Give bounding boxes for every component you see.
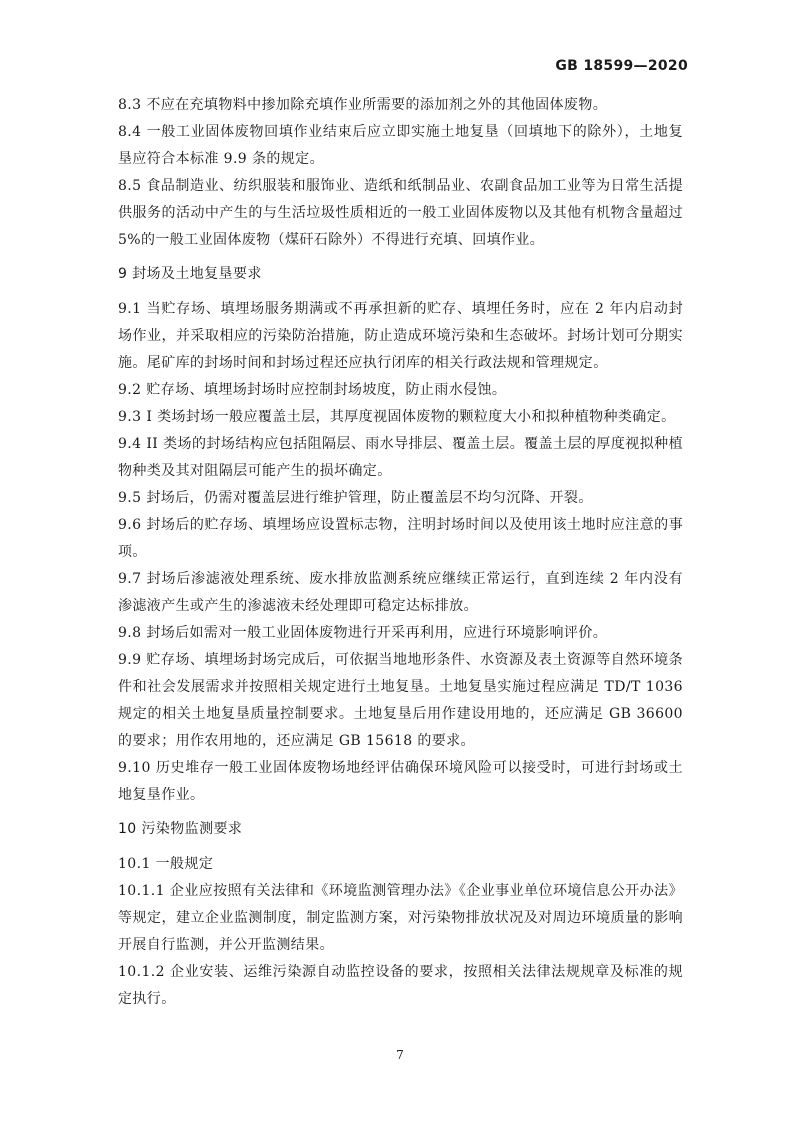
clause-10-1-2: 10.1.2 企业安装、运维污染源自动监控设备的要求，按照相关法律法规规章及标准的规定执行。: [118, 964, 683, 1007]
clause-8-3: 8.3 不应在充填物料中掺加除充填作业所需要的添加剂之外的其他固体废物。: [118, 97, 608, 113]
clause-9-3: 9.3 I 类场封场一般应覆盖土层，其厚度视固体废物的颗粒度大小和拟种植物种类确定。: [118, 409, 676, 425]
clause-9-9: 9.9 贮存场、填埋场封场完成后，可依据当地地形条件、水资源及表土资源等自然环境条件和社会发展需求并按照相关规定进行土地复垦。土地复垦实施过程应满足 TD/T 1036 规定的相关土地复垦质量控制要求。土地复垦后用作建设用地的，还应满足 GB 36600 的要求；用作农用地的，还应满足 GB 15618 的要求。: [118, 652, 683, 749]
standard-code-header: GB 18599—2020: [555, 58, 688, 74]
clause-8-5: 8.5 食品制造业、纺织服装和服饰业、造纸和纸制品业、农副食品加工业等为日常生活提供服务的活动中产生的与生活垃圾性质相近的一般工业固体废物以及其他有机物含量超过 5%的一般工业固体废物（煤矸石除外）不得进行充填、回填作业。: [118, 178, 683, 248]
clause-8-4: 8.4 一般工业固体废物回填作业结束后应立即实施土地复垦（回填地下的除外），土地复垦应符合本标准 9.9 条的规定。: [118, 124, 683, 167]
clause-10-1-1: 10.1.1 企业应按照有关法律和《环境监测管理办法》《企业事业单位环境信息公开办法》等规定，建立企业监测制度，制定监测方案，对污染物排放状况及对周边环境质量的影响开展自行监测，并公开监测结果。: [118, 883, 683, 953]
clause-9-10: 9.10 历史堆存一般工业固体废物场地经评估确保环境风险可以接受时，可进行封场或土地复垦作业。: [118, 760, 683, 803]
clause-9-5: 9.5 封场后，仍需对覆盖层进行维护管理，防止覆盖层不均匀沉降、开裂。: [118, 490, 593, 506]
clause-9-6: 9.6 封场后的贮存场、填埋场应设置标志物，注明封场时间以及使用该土地时应注意的事项。: [118, 517, 683, 560]
section-10-heading: 10 污染物监测要求: [118, 821, 243, 837]
clause-9-2: 9.2 贮存场、填埋场封场时应控制封场坡度，防止雨水侵蚀。: [118, 382, 507, 398]
page-number: 7: [396, 1048, 404, 1062]
clause-9-7: 9.7 封场后渗滤液处理系统、废水排放监测系统应继续正常运行，直到连续 2 年内没有渗滤液产生或产生的渗滤液未经处理即可稳定达标排放。: [118, 571, 683, 614]
clause-9-4: 9.4 II 类场的封场结构应包括阻隔层、雨水导排层、覆盖土层。覆盖土层的厚度视拟种植物种类及其对阻隔层可能产生的损坏确定。: [118, 436, 683, 479]
clause-9-8: 9.8 封场后如需对一般工业固体废物进行开采再利用，应进行环境影响评价。: [118, 625, 608, 641]
clause-10-1: 10.1 一般规定: [118, 856, 214, 872]
document-body: [118, 92, 683, 1013]
clause-9-1: 9.1 当贮存场、填埋场服务期满或不再承担新的贮存、填埋任务时，应在 2 年内启动封场作业，并采取相应的污染防治措施，防止造成环境污染和生态破坏。封场计划可分期实施。尾矿库的封场时间和封场过程还应执行闭库的相关行政法规和管理规定。: [118, 301, 683, 371]
section-9-heading: 9 封场及土地复垦要求: [118, 266, 262, 282]
